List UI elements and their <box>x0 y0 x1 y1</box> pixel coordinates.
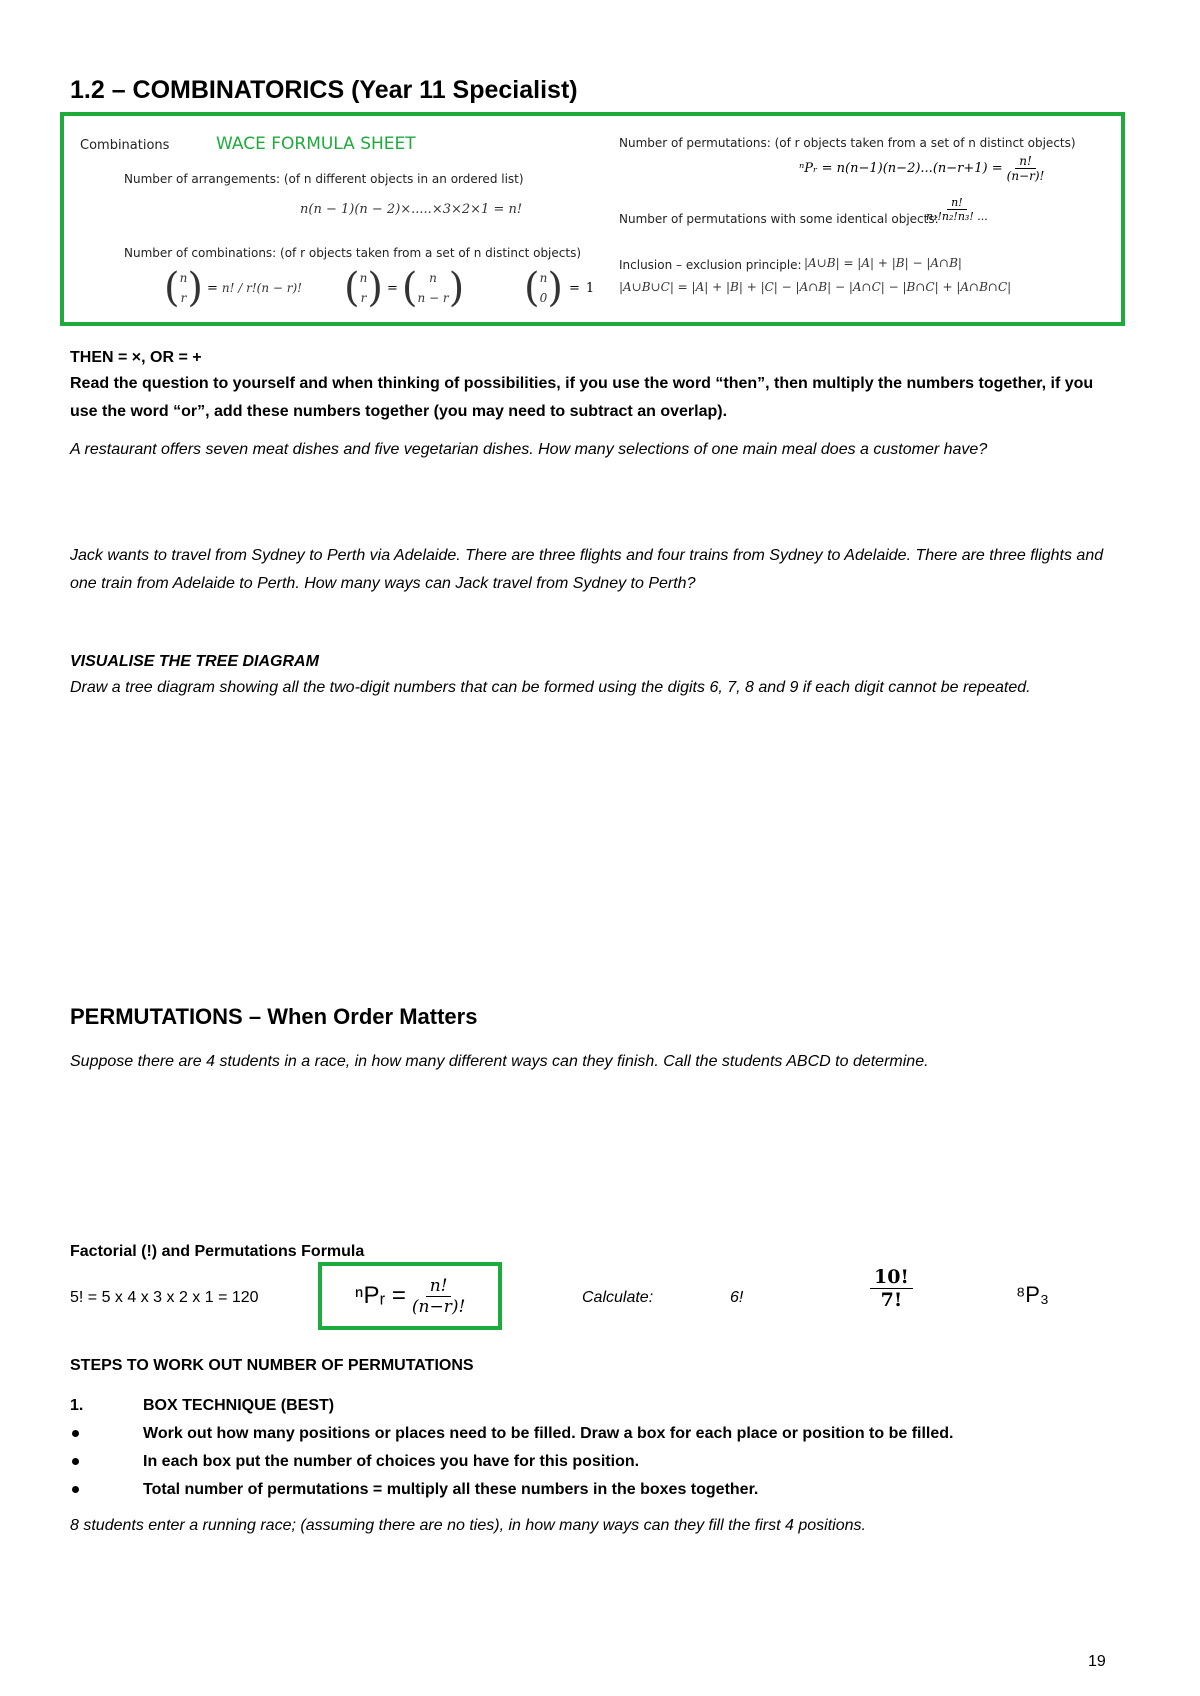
arrangements-formula: n(n − 1)(n − 2)×.....×3×2×1 = n! <box>300 202 523 217</box>
box-technique-heading: BOX TECHNIQUE (BEST) <box>143 1397 335 1414</box>
page-number: 19 <box>1088 1653 1106 1670</box>
inclusion-formula-1: |A∪B| = |A| + |B| − |A∩B| <box>804 256 962 270</box>
bullet-item: Total number of permutations = multiply all these numbers in the boxes together. <box>143 1481 759 1498</box>
then-or-explanation: Read the question to yourself and when thinking of possibilities, if you use the word “then”, then multiply the numbers together, if you use the word “or”, add these numbers together (you may need to subtract an overlap). <box>70 375 1094 420</box>
permutations-label: Number of permutations: (of r objects taken from a set of n distinct objects) <box>619 136 1076 150</box>
npr-lhs: ⁿPᵣ = <box>354 1282 406 1309</box>
factorial-heading: Factorial (!) and Permutations Formula <box>70 1243 365 1260</box>
inclusion-exclusion-label: Inclusion – exclusion principle: <box>619 258 802 272</box>
combination-formula-2: ( n r ) = ( n n − r ) <box>344 265 465 311</box>
question-jack: Jack wants to travel from Sydney to Perth via Adelaide. There are three flights and four trains from Sydney to Adelaide. There are three flights and one train from Adelaide to Perth. How many ways can Jack travel from Sydney to Perth? <box>70 547 1104 592</box>
bullet-icon <box>72 1430 79 1437</box>
calc-6-factorial: 6! <box>730 1289 744 1306</box>
arrangements-label: Number of arrangements: (of n different objects in an ordered list) <box>124 172 524 186</box>
tree-question: Draw a tree diagram showing all the two-digit numbers that can be formed using the digits 6, 7, 8 and 9 if each digit cannot be repeated. <box>70 679 1031 696</box>
permutations-heading: PERMUTATIONS – When Order Matters <box>70 1004 478 1029</box>
question-running-race: 8 students enter a running race; (assuming there are no ties), in how many ways can they fill the first 4 positions. <box>70 1517 866 1534</box>
bullet-item: Work out how many positions or places need to be filled. Draw a box for each place or position to be filled. <box>143 1425 954 1442</box>
wace-label: WACE FORMULA SHEET <box>216 134 416 154</box>
then-or-rule: THEN = ×, OR = + <box>70 349 202 366</box>
comb-eq2-text: n − r <box>417 291 449 305</box>
comb-eq1-text: n! / r!(n − r)! <box>221 281 302 295</box>
box-technique-number: 1. <box>70 1397 84 1414</box>
bullet-icon <box>72 1486 79 1493</box>
formula-sheet-box <box>60 112 1125 326</box>
bullet-icon <box>72 1458 79 1465</box>
combination-formula-3: ( n 0 ) = 1 <box>524 265 595 311</box>
page-title: 1.2 – COMBINATORICS (Year 11 Specialist) <box>70 76 578 104</box>
npr-fraction: $\frac{n!}{(n-r)!}$ <box>411 1275 466 1317</box>
identical-objects-formula: $\frac{n!}{\text{n₁!n₂!n₃! ...}}$ <box>926 196 988 223</box>
permutations-formula: ⁿPᵣ = n(n−1)(n−2)...(n−r+1) = $\frac{n!}{(n-r)!}$ <box>799 154 1045 183</box>
bullet-list <box>70 1420 1130 1504</box>
permutations-question: Suppose there are 4 students in a race, in how many different ways can they finish. Call the students ABCD to determine. <box>70 1053 929 1070</box>
combination-formula-1: ( n r ) = n! / r!(n − r)! <box>164 265 302 311</box>
factorial-example: 5! = 5 x 4 x 3 x 2 x 1 = 120 <box>70 1289 259 1306</box>
comb-eq3-text: 1 <box>585 280 595 296</box>
calc-10-over-7: $\frac{10!}{7!}$ <box>870 1266 913 1311</box>
calculate-label: Calculate: <box>582 1289 654 1306</box>
bullet-item: In each box put the number of choices you have for this position. <box>143 1453 640 1470</box>
steps-heading: STEPS TO WORK OUT NUMBER OF PERMUTATIONS <box>70 1357 474 1374</box>
inclusion-formula-2: |A∪B∪C| = |A| + |B| + |C| − |A∩B| − |A∩C| − |B∩C| + |A∩B∩C| <box>619 280 1012 294</box>
npr-formula-box <box>318 1262 502 1330</box>
combinations-header: Combinations <box>80 138 170 153</box>
combinations-label: Number of combinations: (of r objects taken from a set of n distinct objects) <box>124 246 582 260</box>
calc-8p3: ⁸P₃ <box>1016 1282 1049 1307</box>
identical-objects-label: Number of permutations with some identical objects: <box>619 212 939 226</box>
question-restaurant: A restaurant offers seven meat dishes and five vegetarian dishes. How many selections of one main meal does a customer have? <box>70 441 988 458</box>
tree-heading: VISUALISE THE TREE DIAGRAM <box>70 653 319 670</box>
